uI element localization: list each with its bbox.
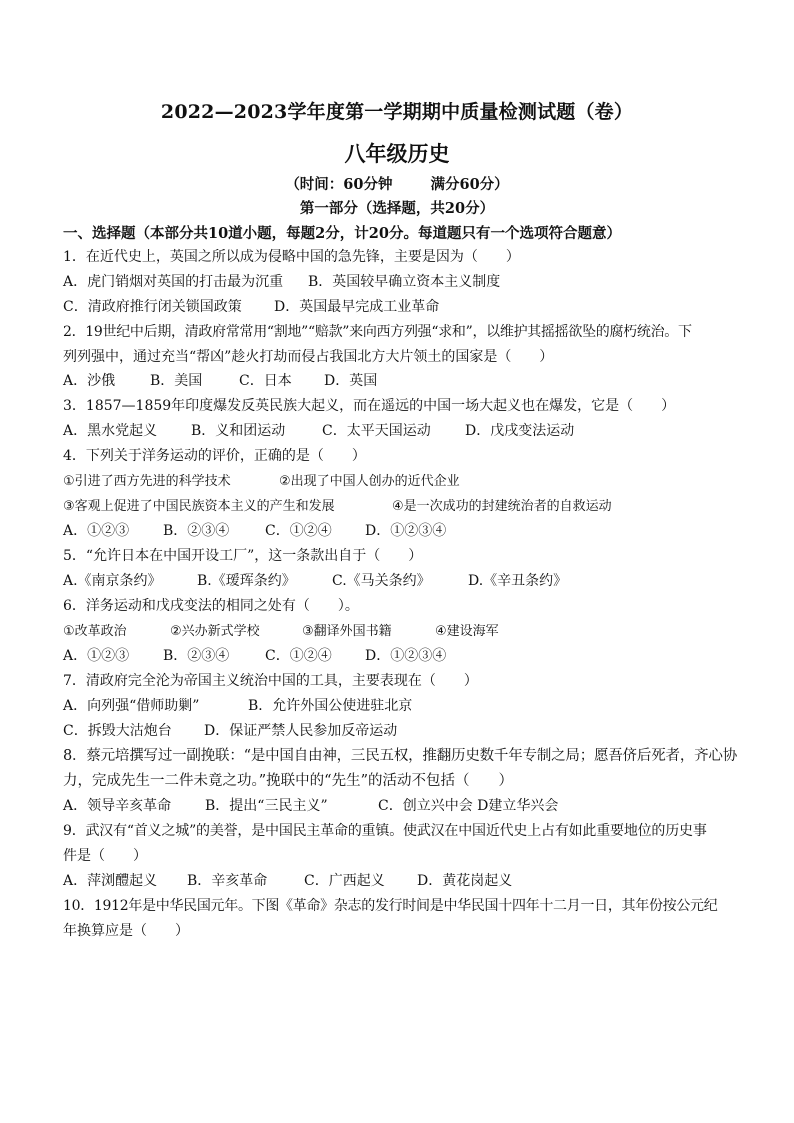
option-c: C．太平天国运动 <box>322 423 431 439</box>
option-row <box>63 422 733 441</box>
option-c: C．创立兴中会 D建立华兴会 <box>378 798 559 814</box>
option-d: D．黄花岗起义 <box>417 873 513 889</box>
statement-2: ②出现了中国人创办的近代企业 <box>279 474 460 489</box>
statement-2: ②兴办新式学校 <box>170 624 260 639</box>
question-stem: 列列强中，通过充当“帮凶”趁火打劫而侵占我国北方大片领土的国家是（ ） <box>63 349 554 365</box>
option-b: B．英国较早确立资本主义制度 <box>308 274 501 290</box>
option-row <box>63 872 733 891</box>
exam-time-score <box>0 173 794 194</box>
exam-full-score: 满分60分） <box>430 176 509 193</box>
part-heading: 第一部分（选择题，共20分） <box>299 200 495 217</box>
option-b: B.《瑷珲条约》 <box>197 573 296 589</box>
option-row <box>63 522 733 541</box>
statement-row <box>63 497 733 516</box>
question-stem: 4．下列关于洋务运动的评价，正确的是（ ） <box>63 448 366 464</box>
question-stem: 8．蔡元培撰写过一副挽联：“是中国自由神，三民五权，推翻历史数千年专制之局；愿吾侪后死者，齐心协 <box>63 748 738 764</box>
option-d: D．英国最早完成工业革命 <box>274 299 440 315</box>
exam-subject: 八年级历史 <box>344 141 450 166</box>
option-d: D.《辛丑条约》 <box>468 573 568 589</box>
option-a: A.《南京条约》 <box>63 573 162 589</box>
question-stem: 件是（ ） <box>63 848 147 864</box>
option-row <box>63 273 733 292</box>
statement-row <box>63 472 733 491</box>
option-row <box>63 647 733 666</box>
question-stem: 2．19世纪中后期，清政府常常用“割地”“赔款”来向西方列强“求和”，以维护其摇摇欲坠的腐朽统治。下 <box>63 324 692 340</box>
option-d: D．戊戌变法运动 <box>465 423 575 439</box>
statement-4: ④建设海军 <box>435 624 499 639</box>
option-row <box>63 697 733 716</box>
exam-title: 2022—2023学年度第一学期期中质量检测试题（卷） <box>160 101 634 123</box>
section-heading: 一、选择题（本部分共10道小题，每题2分，计20分。每道题只有一个选项符合题意） <box>63 225 621 242</box>
question-stem: 7．清政府完全沦为帝国主义统治中国的工具，主要表现在（ ） <box>63 673 478 689</box>
option-b: B．辛亥革命 <box>187 873 268 889</box>
option-b: B．美国 <box>150 373 203 389</box>
question-stem: 6．洋务运动和戊戌变法的相同之处有（ ）。 <box>63 598 359 614</box>
statement-1: ①引进了西方先进的科学技术 <box>63 474 231 489</box>
option-c: C．①②④ <box>265 648 332 664</box>
option-c: C．①②④ <box>265 523 332 539</box>
question-stem: 年换算应是（ ） <box>63 923 189 939</box>
option-a: A．黑水党起义 <box>63 423 158 439</box>
statement-1: ①改革政治 <box>63 624 127 639</box>
question-stem: 5．“允许日本在中国开设工厂”，这一条款出自于（ ） <box>63 548 423 564</box>
statement-3: ③翻译外国书籍 <box>302 624 392 639</box>
option-d: D．英国 <box>324 373 378 389</box>
option-d: D．①②③④ <box>365 648 447 664</box>
option-a: A．①②③ <box>63 648 130 664</box>
question-stem: 9．武汉有“首义之城”的美誉，是中国民主革命的重镇。使武汉在中国近代史上占有如此重要地位的历史事 <box>63 823 707 839</box>
option-c: C．拆毁大沽炮台 <box>63 723 172 739</box>
option-b: B．提出“三民主义” <box>205 798 328 814</box>
option-row <box>63 797 733 816</box>
option-row <box>63 722 733 741</box>
statement-row <box>63 622 733 641</box>
option-row <box>63 572 733 591</box>
option-b: B．②③④ <box>163 648 230 664</box>
option-b: B．义和团运动 <box>191 423 286 439</box>
option-a: A．①②③ <box>63 523 130 539</box>
question-stem: 1．在近代史上，英国之所以成为侵略中国的急先锋，主要是因为（ ） <box>63 249 520 265</box>
exam-time: （时间：60分钟 <box>285 176 393 193</box>
option-b: B．允许外国公使进驻北京 <box>248 698 413 714</box>
option-a: A．萍浏醴起义 <box>63 873 158 889</box>
option-a: A．向列强“借师助剿” <box>63 698 200 714</box>
option-b: B．②③④ <box>163 523 230 539</box>
option-a: A．领导辛亥革命 <box>63 798 172 814</box>
option-c: C．清政府推行闭关锁国政策 <box>63 299 242 315</box>
option-a: A．沙俄 <box>63 373 116 389</box>
option-a: A．虎门销烟对英国的打击最为沉重 <box>63 274 284 290</box>
option-row <box>63 298 733 317</box>
statement-3: ③客观上促进了中国民族资本主义的产生和发展 <box>63 499 335 514</box>
option-d: D．①②③④ <box>365 523 447 539</box>
option-c: C.《马关条约》 <box>332 573 431 589</box>
option-c: C．广西起义 <box>304 873 385 889</box>
question-stem: 力，完成先生一二件未竟之功。”挽联中的“先生”的活动不包括（ ） <box>63 773 513 789</box>
option-c: C．日本 <box>239 373 292 389</box>
option-row <box>63 372 733 391</box>
question-stem: 10．1912年是中华民国元年。下图《革命》杂志的发行时间是中华民国十四年十二月一日，其年份按公元纪 <box>63 898 718 914</box>
option-d: D．保证严禁人民参加反帝运动 <box>204 723 398 739</box>
statement-4: ④是一次成功的封建统治者的自救运动 <box>392 499 612 514</box>
question-stem: 3．1857—1859年印度爆发反英民族大起义，而在遥远的中国一场大起义也在爆发，它是（ ） <box>63 398 676 414</box>
